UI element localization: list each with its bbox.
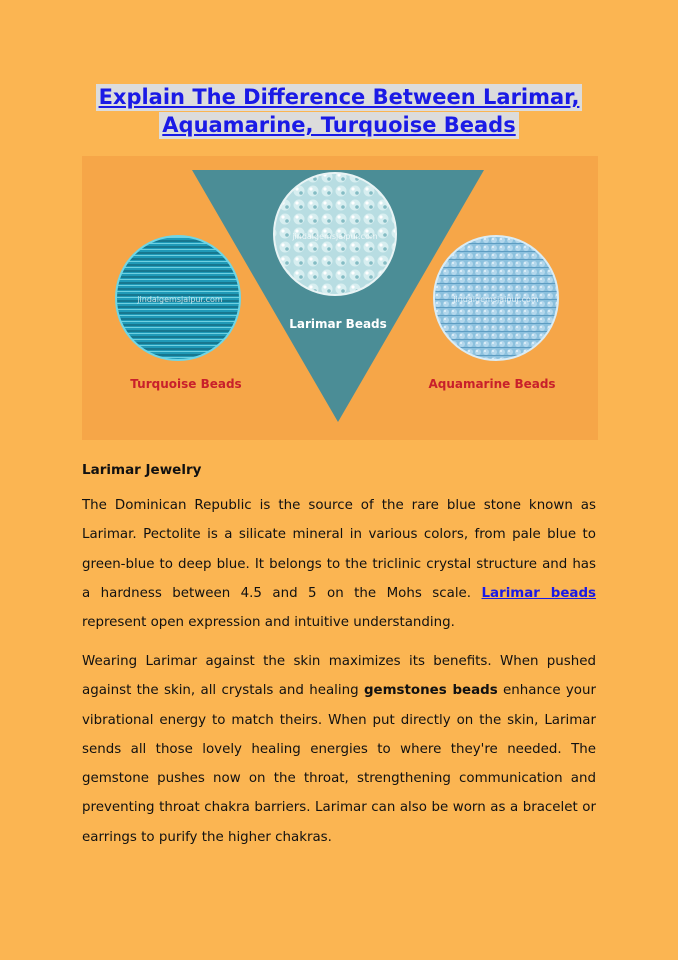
paragraph-2 — [82, 647, 596, 852]
p2-text-before: Wearing Larimar against the skin maximizes its benefits. When pushed against the skin, all crystals and healing — [82, 654, 596, 699]
section-heading: Larimar Jewelry — [82, 462, 202, 478]
watermark-center: jindalgemsjaipur.com — [292, 232, 378, 241]
p2-text-after: enhance your vibrational energy to match theirs. When put directly on the skin, Larimar sends all those lovely healing energies to where they're needed. The gemstone pushes now on the throat, strengthening communication and preventing throat chakra barriers. Larimar can also be worn as a bracelet or earrings to purify the higher chakras. — [82, 683, 596, 845]
larimar-label: Larimar Beads — [289, 317, 387, 331]
watermark-right: jindalgemsjaipur.com — [453, 295, 539, 304]
aquamarine-label: Aquamarine Beads — [428, 377, 556, 391]
watermark-left: jindalgemsjaipur.com — [137, 295, 223, 304]
turquoise-label: Turquoise Beads — [130, 377, 242, 391]
beads-comparison-graphic — [82, 156, 598, 440]
hero-image — [82, 156, 598, 440]
page-title[interactable] — [0, 84, 678, 139]
title-line-1[interactable]: Explain The Difference Between Larimar, — [96, 84, 583, 111]
gemstones-beads-emphasis: gemstones beads — [363, 683, 498, 699]
p1-text-before: The Dominican Republic is the source of the rare blue stone known as Larimar. Pectolite is a silicate mineral in various colors, from pale blue to green-blue to deep blue. It belongs to the triclinic crystal structure and has a hardness between 4.5 and 5 on the Mohs scale. — [82, 498, 596, 601]
p1-text-after: represent open expression and intuitive understanding. — [82, 615, 455, 631]
paragraph-1 — [82, 491, 596, 637]
title-line-2[interactable]: Aquamarine, Turquoise Beads — [159, 112, 518, 139]
larimar-beads-link[interactable]: Larimar beads — [481, 585, 596, 601]
